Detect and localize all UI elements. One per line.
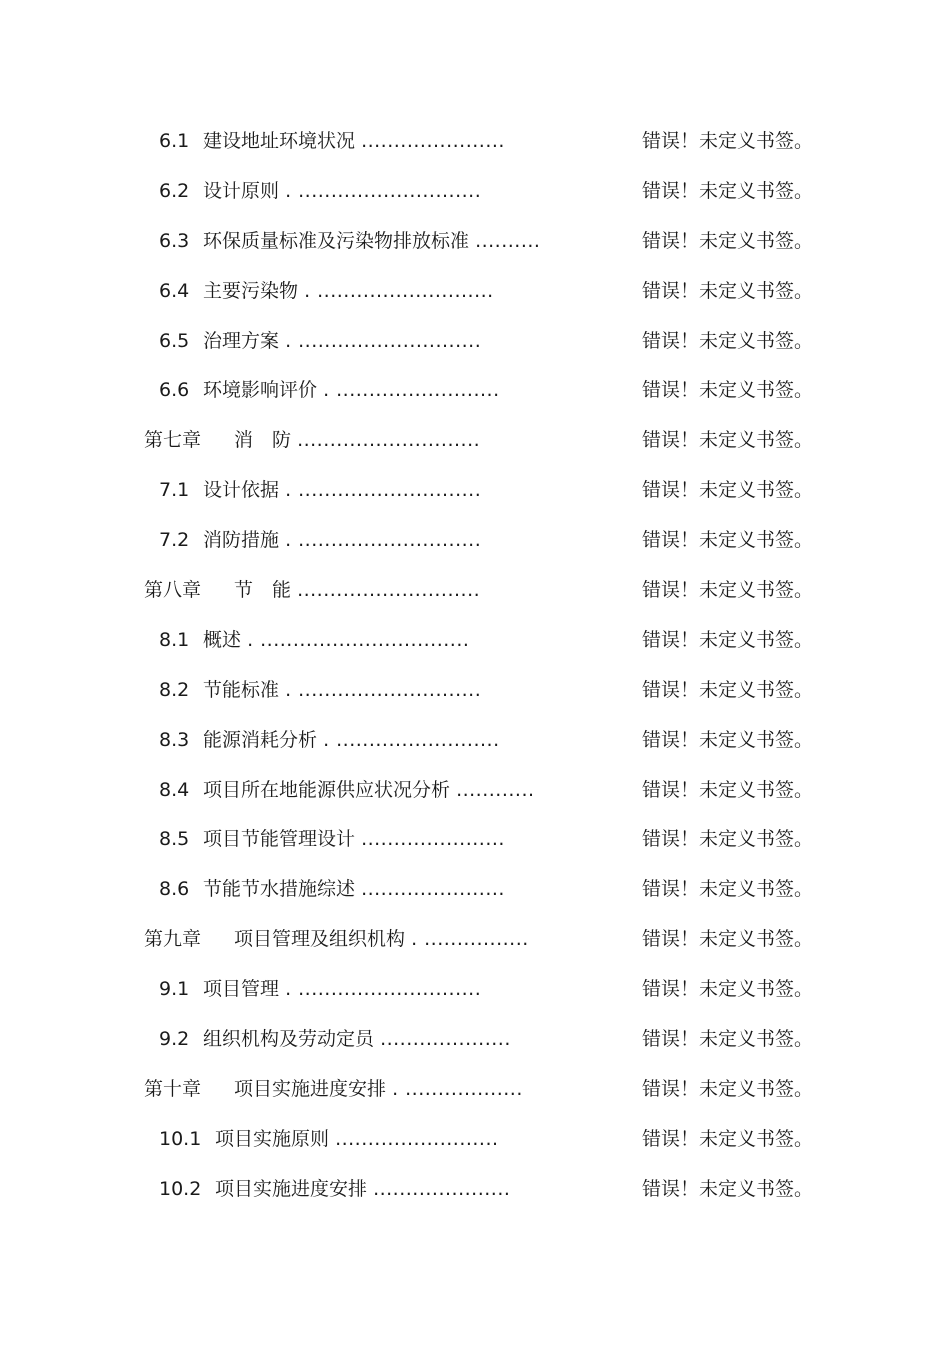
toc-section-entry[interactable]: [0, 965, 950, 1015]
toc-entry-number: 10.1: [159, 1127, 202, 1150]
toc-entry-title: 节能节水措施综述: [203, 878, 356, 901]
toc-dot-leader: ............................: [297, 579, 481, 602]
toc-entry-number: 第十章: [144, 1077, 202, 1100]
toc-entry-heading: [159, 766, 535, 816]
toc-entry-title: 概述: [203, 628, 242, 651]
toc-section-entry[interactable]: [0, 815, 950, 865]
toc-entry-title: 消 防: [234, 429, 292, 452]
toc-entry-title: 主要污染物: [203, 279, 299, 302]
toc-dot-leader: . ................: [411, 928, 529, 951]
toc-entry-number: 6.6: [159, 379, 190, 402]
table-of-contents: [0, 117, 950, 1215]
toc-bookmark-error: 错误！未定义书签。: [642, 778, 814, 801]
toc-chapter-entry[interactable]: [0, 1065, 950, 1115]
toc-bookmark-error: 错误！未定义书签。: [642, 1177, 814, 1200]
toc-dot-leader: .....................: [373, 1177, 511, 1200]
toc-entry-number: 8.1: [159, 628, 190, 651]
toc-dot-leader: . ................................: [247, 628, 470, 651]
toc-section-entry[interactable]: [0, 466, 950, 516]
toc-entry-heading: [159, 267, 494, 317]
toc-bookmark-error: 错误！未定义书签。: [642, 479, 814, 502]
toc-dot-leader: ......................: [361, 878, 505, 901]
toc-dot-leader: ............................: [297, 429, 481, 452]
toc-bookmark-error: 错误！未定义书签。: [642, 229, 814, 252]
toc-section-entry[interactable]: [0, 616, 950, 666]
toc-dot-leader: . ............................: [285, 678, 482, 701]
toc-entry-heading: [144, 566, 480, 616]
toc-entry-title: 节能标准: [203, 678, 280, 701]
toc-section-entry[interactable]: [0, 167, 950, 217]
toc-entry-number: 8.5: [159, 828, 190, 851]
toc-dot-leader: . ............................: [285, 329, 482, 352]
toc-entry-heading: [159, 815, 505, 865]
toc-entry-heading: [159, 217, 540, 267]
toc-entry-heading: [159, 965, 481, 1015]
toc-entry-title: 项目所在地能源供应状况分析: [203, 778, 451, 801]
toc-entry-title: 节 能: [234, 579, 292, 602]
toc-section-entry[interactable]: [0, 516, 950, 566]
toc-entry-title: 项目节能管理设计: [203, 828, 356, 851]
toc-entry-number: 第八章: [144, 579, 202, 602]
toc-entry-number: 9.1: [159, 978, 190, 1001]
toc-bookmark-error: 错误！未定义书签。: [642, 529, 814, 552]
toc-bookmark-error: 错误！未定义书签。: [642, 429, 814, 452]
toc-bookmark-error: 错误！未定义书签。: [642, 329, 814, 352]
toc-dot-leader: . .........................: [323, 728, 500, 751]
toc-bookmark-error: 错误！未定义书签。: [642, 379, 814, 402]
toc-entry-number: 8.3: [159, 728, 190, 751]
toc-bookmark-error: 错误！未定义书签。: [642, 1028, 814, 1051]
toc-entry-number: 8.6: [159, 878, 190, 901]
toc-section-entry[interactable]: [0, 366, 950, 416]
toc-entry-title: 组织机构及劳动定员: [203, 1028, 375, 1051]
toc-section-entry[interactable]: [0, 317, 950, 367]
toc-entry-heading: [159, 1015, 511, 1065]
toc-entry-number: 9.2: [159, 1028, 190, 1051]
toc-dot-leader: . ............................: [285, 529, 482, 552]
toc-dot-leader: ......................: [361, 828, 505, 851]
toc-entry-title: 建设地址环境状况: [203, 130, 356, 152]
toc-entry-number: 7.2: [159, 529, 190, 552]
toc-bookmark-error: 错误！未定义书签。: [642, 179, 814, 202]
toc-bookmark-error: 错误！未定义书签。: [642, 878, 814, 901]
toc-bookmark-error: 错误！未定义书签。: [642, 678, 814, 701]
toc-chapter-entry[interactable]: [0, 416, 950, 466]
toc-dot-leader: . ..................: [392, 1077, 523, 1100]
toc-entry-number: 第七章: [144, 429, 202, 452]
toc-entry-heading: [159, 317, 481, 367]
toc-entry-heading: [159, 366, 500, 416]
toc-entry-heading: [159, 1165, 510, 1215]
toc-bookmark-error: 错误！未定义书签。: [642, 1127, 814, 1150]
toc-entry-heading: [159, 616, 469, 666]
toc-entry-number: 6.1: [159, 130, 190, 152]
toc-section-entry[interactable]: [0, 1165, 950, 1215]
toc-bookmark-error: 错误！未定义书签。: [642, 1077, 814, 1100]
toc-dot-leader: . ............................: [285, 978, 482, 1001]
toc-entry-title: 环境影响评价: [203, 379, 318, 402]
toc-entry-title: 环保质量标准及污染物排放标准: [203, 229, 470, 252]
toc-dot-leader: . ............................: [285, 479, 482, 502]
toc-chapter-entry[interactable]: [0, 566, 950, 616]
toc-entry-title: 设计依据: [203, 479, 280, 502]
toc-section-entry[interactable]: [0, 716, 950, 766]
toc-dot-leader: . .........................: [323, 379, 500, 402]
toc-entry-heading: [144, 416, 480, 466]
toc-section-entry[interactable]: [0, 865, 950, 915]
toc-entry-number: 第九章: [144, 928, 202, 951]
toc-entry-title: 治理方案: [203, 329, 280, 352]
toc-entry-heading: [159, 466, 481, 516]
toc-section-entry[interactable]: [0, 267, 950, 317]
toc-entry-title: 设计原则: [203, 179, 280, 202]
toc-bookmark-error: 错误！未定义书签。: [642, 728, 814, 751]
toc-bookmark-error: 错误！未定义书签。: [642, 130, 814, 152]
toc-entry-heading: [159, 1115, 499, 1165]
toc-entry-number: 7.1: [159, 479, 190, 502]
toc-entry-title: 项目管理: [203, 978, 280, 1001]
toc-entry-number: 6.3: [159, 229, 190, 252]
toc-entry-heading: [159, 666, 481, 716]
toc-dot-leader: ............: [456, 778, 535, 801]
toc-bookmark-error: 错误！未定义书签。: [642, 279, 814, 302]
toc-bookmark-error: 错误！未定义书签。: [642, 928, 814, 951]
toc-dot-leader: .........................: [335, 1127, 499, 1150]
toc-entry-number: 8.4: [159, 778, 190, 801]
toc-section-entry[interactable]: [0, 217, 950, 267]
toc-dot-leader: ......................: [361, 130, 505, 152]
toc-entry-heading: [144, 1065, 523, 1115]
toc-bookmark-error: 错误！未定义书签。: [642, 628, 814, 651]
toc-entry-title: 项目实施原则: [215, 1127, 330, 1150]
toc-entry-title: 能源消耗分析: [203, 728, 318, 751]
toc-entry-heading: [159, 716, 500, 766]
toc-bookmark-error: 错误！未定义书签。: [642, 828, 814, 851]
toc-bookmark-error: 错误！未定义书签。: [642, 579, 814, 602]
toc-entry-heading: [159, 167, 481, 217]
toc-section-entry[interactable]: [0, 1115, 950, 1165]
toc-entry-title: 项目实施进度安排: [234, 1077, 387, 1100]
toc-section-entry[interactable]: [0, 117, 950, 167]
toc-bookmark-error: 错误！未定义书签。: [642, 978, 814, 1001]
toc-dot-leader: . ............................: [285, 179, 482, 202]
toc-entry-heading: [159, 865, 505, 915]
toc-entry-number: 8.2: [159, 678, 190, 701]
toc-entry-title: 项目实施进度安排: [215, 1177, 368, 1200]
toc-dot-leader: ....................: [380, 1028, 511, 1051]
toc-section-entry[interactable]: [0, 766, 950, 816]
toc-entry-number: 6.5: [159, 329, 190, 352]
toc-section-entry[interactable]: [0, 1015, 950, 1065]
toc-section-entry[interactable]: [0, 666, 950, 716]
toc-entry-heading: [144, 915, 529, 965]
toc-entry-number: 6.4: [159, 279, 190, 302]
toc-dot-leader: ..........: [475, 229, 541, 252]
toc-entry-heading: [159, 516, 481, 566]
toc-dot-leader: . ...........................: [304, 279, 494, 302]
toc-entry-number: 10.2: [159, 1177, 202, 1200]
toc-entry-title: 项目管理及组织机构: [234, 928, 406, 951]
toc-entry-heading: [159, 117, 505, 167]
toc-entry-title: 消防措施: [203, 529, 280, 552]
toc-chapter-entry[interactable]: [0, 915, 950, 965]
toc-entry-number: 6.2: [159, 179, 190, 202]
